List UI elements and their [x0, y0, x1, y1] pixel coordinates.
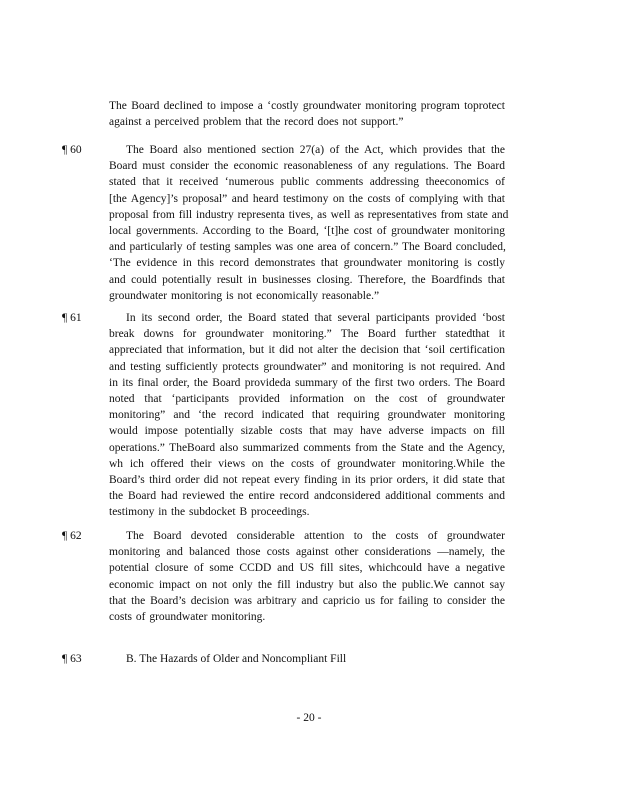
paragraph-text [109, 310, 505, 520]
paragraph-marker: ¶ 60 [62, 144, 82, 156]
text-line: [the Agency]’s proposal” and heard testimony on the costs of complying with that [109, 192, 505, 205]
page-number: - 20 - [296, 712, 322, 724]
text-line: Board’s third order did not repeat every finding in its prior orders, it did state that [109, 473, 505, 486]
text-line: monitoring” and ‘the record indicated that requiring groundwater monitoring [109, 409, 505, 422]
continuation-text [109, 98, 505, 130]
text-line: ‘The evidence in this record demonstrates that groundwater monitoring is costly [109, 257, 505, 270]
text-line: The Board declined to impose a ‘costly groundwater monitoring program toprotect [109, 100, 505, 112]
text-line: wh ich offered their views on the costs of groundwater monitoring.While the [109, 457, 505, 470]
text-line: The Board devoted considerable attention to the costs of groundwater [126, 530, 505, 542]
paragraph-marker: ¶ 61 [62, 312, 82, 324]
text-line: and could potentially result in businesses closing. Therefore, the Boardfinds that [109, 273, 505, 286]
text-line: that the Board’s decision was arbitrary and capricio us for failing to consider the [109, 594, 505, 607]
text-line: stated that it received ‘numerous public comments addressing theeconomics of [109, 176, 505, 189]
text-line: in its final order, the Board provideda summary of the first two orders. The Board [109, 376, 505, 389]
text-line: potential closure of some CCDD and US fill sites, whichcould have a negative [109, 562, 505, 575]
text-line: costs of groundwater monitoring. [109, 610, 266, 623]
paragraph-marker: ¶ 63 [62, 653, 82, 665]
text-line: proposal from fill industry representa tives, as well as representatives from state and [109, 208, 509, 221]
paragraph-text [109, 142, 509, 304]
text-line: would impose potentially sizable costs that may have adverse impacts on fill [109, 425, 505, 438]
text-line: and particularly of testing samples was one area of concern.” The Board concluded, [109, 241, 506, 254]
text-line: appreciated that information, but it did not alter the decision that ‘soil certification [109, 344, 505, 357]
text-line: and testing sufficiently protects groundwater” and monitoring is not required. And [109, 360, 505, 373]
text-line: against a perceived problem that the record does not support.” [109, 116, 404, 129]
text-line: economic impact on not only the fill industry but also the public.We cannot say [109, 578, 505, 591]
section-heading: B. The Hazards of Older and Noncompliant Fill [126, 653, 347, 665]
paragraph-text [109, 528, 505, 625]
text-line: In its second order, the Board stated that several participants provided ‘bost [126, 312, 505, 324]
text-line: noted that ‘participants provided information on the cost of groundwater [109, 392, 505, 405]
text-line: testimony in the subdocket B proceedings. [109, 506, 310, 519]
text-line: the Board had reviewed the entire record andconsidered additional comments and [109, 490, 505, 503]
paragraph-marker: ¶ 62 [62, 530, 82, 542]
text-line: Board must consider the economic reasonableness of any regulations. The Board [109, 160, 505, 173]
text-line: operations.” TheBoard also summarized comments from the State and the Agency, [109, 441, 505, 454]
text-line: The Board also mentioned section 27(a) of the Act, which provides that the [126, 144, 505, 156]
text-line: monitoring and balanced those costs against other considerations —namely, the [109, 546, 505, 559]
text-line: break downs for groundwater monitoring.” The Board further statedthat it [109, 328, 505, 341]
text-line: local governments. According to the Board, ‘[t]he cost of groundwater monitoring [109, 224, 505, 237]
text-line: groundwater monitoring is not economically reasonable.” [109, 289, 380, 302]
